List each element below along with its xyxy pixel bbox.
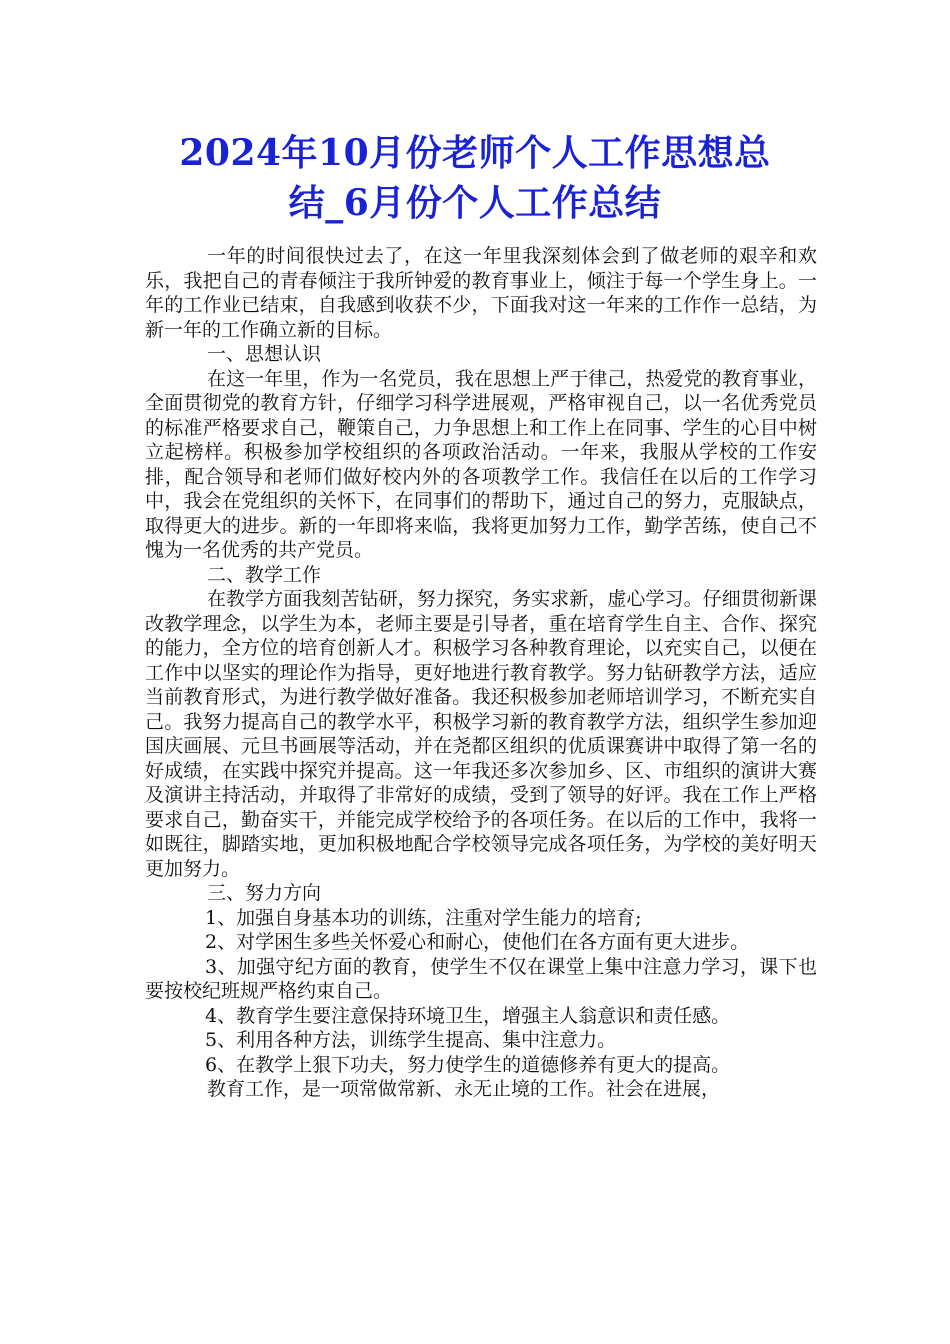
list-item: 2、对学困生多些关怀爱心和耐心，使他们在各方面有更大进步。 (205, 931, 750, 953)
title-line-1: 2024年10月份老师个人工作思想总 (179, 132, 771, 174)
list-item: 3、加强守纪方面的教育，使学生不仅在课堂上集中注意力学习，课下也要按校纪班规严格约束自己。 (145, 955, 817, 1002)
paragraph-closing: 教育工作，是一项常做常新、永无止境的工作。社会在进展， (207, 1078, 721, 1100)
document-body (145, 244, 817, 1102)
list-item: 1、加强自身基本功的训练，注重对学生能力的培育; (205, 906, 642, 929)
paragraph-teaching: 在教学方面我刻苦钻研，努力探究，务实求新，虚心学习。仔细贯彻新课改教学理念，以学生为本，老师主要是引导者，重在培育学生自主、合作、探究的能力，全方位的培育创新人才。积极学习各种教育理论，以充实自己，以便在工作中以坚实的理论作为指导，更好地进行教育教学。努力钻研教学方法，适应当前教育形式，为进行教学做好准备。我还积极参加老师培训学习，不断充实自己。我努力提高自己的教学水平，积极学习新的教育教学方法，组织学生参加迎国庆画展、元旦书画展等活动，并在尧都区组织的优质课赛讲中取得了第一名的好成绩，在实践中探究并提高。这一年我还多次参加乡、区、市组织的演讲大赛及演讲主持活动，并取得了非常好的成绩，受到了领导的好评。我在工作上严格要求自己，勤奋实干，并能完成学校给予的各项任务。在以后的工作中，我将一如既往，脚踏实地，更加积极地配合学校领导完成各项任务，为学校的美好明天更加努力。 (145, 588, 817, 880)
list-item: 6、在教学上狠下功夫，努力使学生的道德修养有更大的提高。 (205, 1053, 731, 1076)
section-heading-direction: 三、努力方向 (207, 882, 322, 904)
section-heading-thought: 一、思想认识 (207, 343, 322, 365)
paragraph-thought: 在这一年里，作为一名党员，我在思想上严于律己，热爱党的教育事业，全面贯彻党的教育方针，仔细学习科学进展观，严格审视自己，以一名优秀党员的标准严格要求自己，鞭策自己，力争思想上和工作上在同事、学生的心目中树立起榜样。积极参加学校组织的各项政治活动。一年来，我服从学校的工作安排，配合领导和老师们做好校内外的各项教学工作。我信任在以后的工作学习中，我会在党组织的关怀下，在同事们的帮助下，通过自己的努力，克服缺点，取得更大的进步。新的一年即将来临，我将更加努力工作，勤学苦练，使自己不愧为一名优秀的共产党员。 (145, 367, 817, 561)
title-line-2: 结_6月份个人工作总结 (288, 182, 662, 224)
section-heading-teaching: 二、教学工作 (207, 563, 322, 586)
list-item: 5、利用各种方法，训练学生提高、集中注意力。 (205, 1029, 617, 1051)
paragraph-intro: 一年的时间很快过去了，在这一年里我深刻体会到了做老师的艰辛和欢乐，我把自己的青春倾注于我所钟爱的教育事业上，倾注于每一个学生身上。一年的工作业已结束，自我感到收获不少，下面我对这一年来的工作作一总结，为新一年的工作确立新的目标。 (145, 245, 817, 341)
list-item: 4、教育学生要注意保持环境卫生，增强主人翁意识和责任感。 (205, 1004, 731, 1027)
document-title (100, 128, 850, 228)
